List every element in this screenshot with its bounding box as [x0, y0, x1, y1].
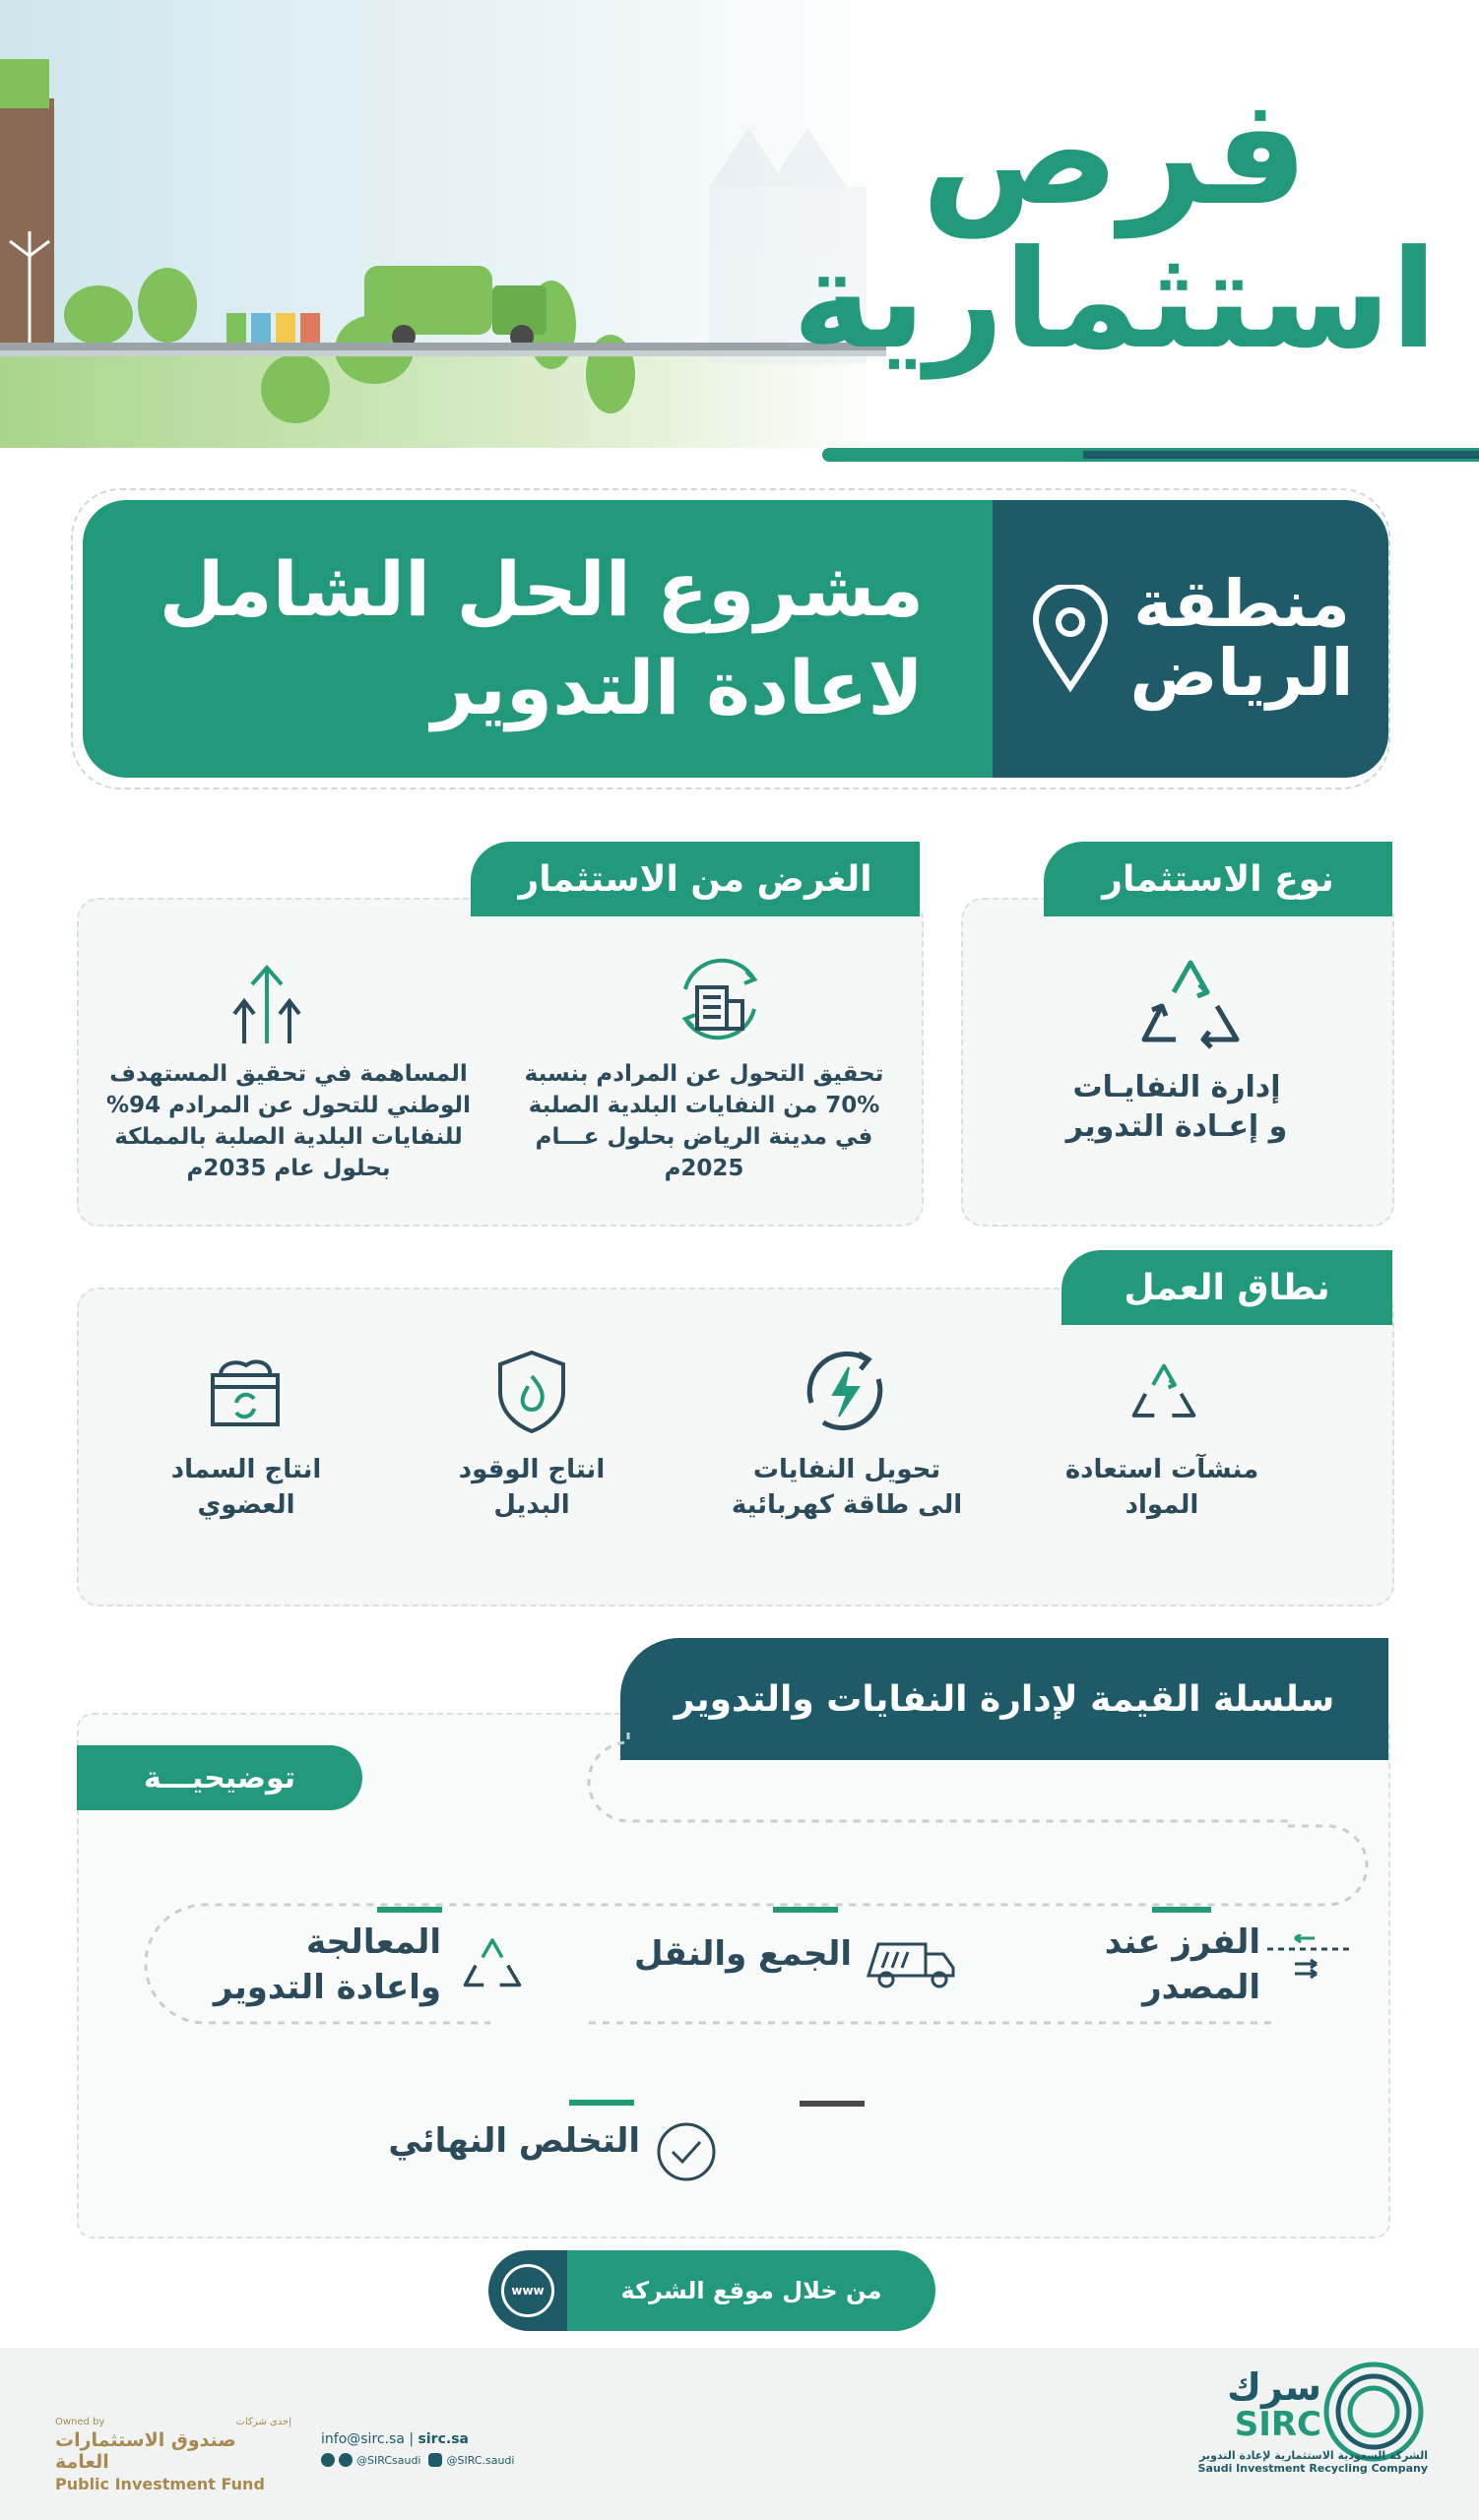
scope-heading: نطاق العمل [1124, 1267, 1330, 1308]
step-disposal: التخلص النهائي [388, 2121, 640, 2161]
scope-item-2: تحويل النفايات الى طاقة كهربائية [731, 1455, 963, 1520]
company-en: Saudi Investment Recycling Company [1197, 2462, 1428, 2475]
recycle-building-icon [666, 950, 774, 1048]
website-icon-panel [488, 2250, 567, 2331]
contact-email[interactable]: info@sirc.sa [321, 2431, 405, 2447]
scope-tab [1061, 1250, 1392, 1325]
brand-ar: سرك [1227, 2365, 1321, 2409]
checkmark-icon [655, 2120, 718, 2183]
step-marker-end [800, 2101, 865, 2107]
step-collection: الجمع والنقل [633, 1934, 852, 1974]
pif-en: Public Investment Fund [55, 2475, 265, 2493]
region-line2: الرياض [1129, 635, 1354, 711]
contact-block [321, 2431, 557, 2467]
project-title-panel [83, 500, 993, 778]
step-sorting: الفرز عند المصدر [1104, 1922, 1260, 2007]
social-handle-1[interactable]: @SIRCsaudi [356, 2453, 421, 2467]
hero-underline-accent [1083, 451, 1479, 459]
project-banner [83, 500, 1388, 778]
investment-type-heading: نوع الاستثمار [1102, 858, 1334, 900]
hero-title-line1: فرص [921, 67, 1309, 238]
investment-type-text: إدارة النفايـات و إعـادة التدوير [1065, 1070, 1288, 1144]
scope-item-3: انتاج الوقود البديل [458, 1455, 606, 1520]
pif-block [55, 2417, 291, 2493]
hero-title-line2: استثمارية [792, 220, 1438, 379]
legend-label: توضيحيـــة [143, 1760, 296, 1796]
step-marker-1 [1152, 1907, 1211, 1913]
company-name [1162, 2449, 1428, 2475]
company-ar: الشركة السعودية الاستثمارية لإعادة التدوير [1199, 2449, 1428, 2462]
contact-separator: | [409, 2431, 418, 2447]
investment-type-tab [1044, 842, 1392, 916]
purpose-item-2: المساهمة في تحقيق المستهدف الوطني للتحول عن المرادم 94% للنفايات البلدية الصلبة بالمملكة بحلول عام 2035م [106, 1061, 471, 1181]
step-marker-3 [377, 1907, 442, 1913]
purpose-item-1: تحقيق التحول عن المرادم بنسبة 70% من النفايات البلدية الصلبة في مدينة الرياض بحلول عـــام 2025م [524, 1061, 884, 1181]
owned-by-ar: إحدى شركات [235, 2417, 291, 2427]
hero-title [780, 67, 1449, 379]
energy-bolt-icon [798, 1344, 892, 1438]
sorting-arrows-icon [1265, 1934, 1354, 1984]
collection-truck-icon [865, 1936, 957, 1991]
processing-recycle-icon [455, 1929, 530, 1996]
website-button[interactable] [488, 2250, 935, 2331]
hero-illustration [0, 0, 886, 448]
fuel-shield-icon [492, 1347, 571, 1435]
pif-ar: صندوق الاستثمارات العامة [55, 2429, 236, 2473]
compost-bin-icon [207, 1354, 284, 1432]
owned-by-en: Owned by [55, 2417, 105, 2427]
scope-item-4: انتاج السماد العضوي [170, 1455, 322, 1520]
sirc-brand [1213, 2367, 1321, 2442]
instagram-icon[interactable] [428, 2453, 442, 2467]
step-processing: المعالجة واعادة التدوير [213, 1922, 441, 2007]
website-label: من خلال موقع الشركة [620, 2277, 882, 2304]
globe-icon [501, 2264, 554, 2317]
region-panel [993, 500, 1388, 778]
twitter-icon[interactable] [321, 2453, 335, 2467]
contact-site[interactable]: sirc.sa [418, 2431, 469, 2447]
project-title-line2: لاعادة التدوير [431, 644, 924, 731]
value-chain-heading: سلسلة القيمة لإدارة النفايات والتدوير [674, 1678, 1335, 1720]
website-label-panel [567, 2250, 935, 2331]
growth-arrows-icon [223, 960, 311, 1048]
scope-box [77, 1288, 1394, 1606]
materials-recovery-icon [1123, 1354, 1205, 1428]
globe-icon-text: www [511, 2284, 545, 2298]
purpose-tab [471, 842, 920, 916]
recycle-icon [1126, 945, 1254, 1058]
step-marker-4 [569, 2100, 634, 2106]
facebook-icon[interactable] [339, 2453, 353, 2467]
scope-item-1: منشآت استعادة المواد [1064, 1455, 1259, 1520]
location-pin-icon [1028, 585, 1113, 693]
social-handle-2[interactable]: @SIRC.saudi [446, 2453, 515, 2467]
brand-en: SIRC [1234, 2405, 1321, 2444]
step-marker-2 [773, 1907, 838, 1913]
purpose-heading: الغرض من الاستثمار [518, 858, 872, 900]
project-title-line1: مشروع الحل الشامل [159, 545, 924, 633]
region-line1: منطقة [1133, 566, 1350, 642]
